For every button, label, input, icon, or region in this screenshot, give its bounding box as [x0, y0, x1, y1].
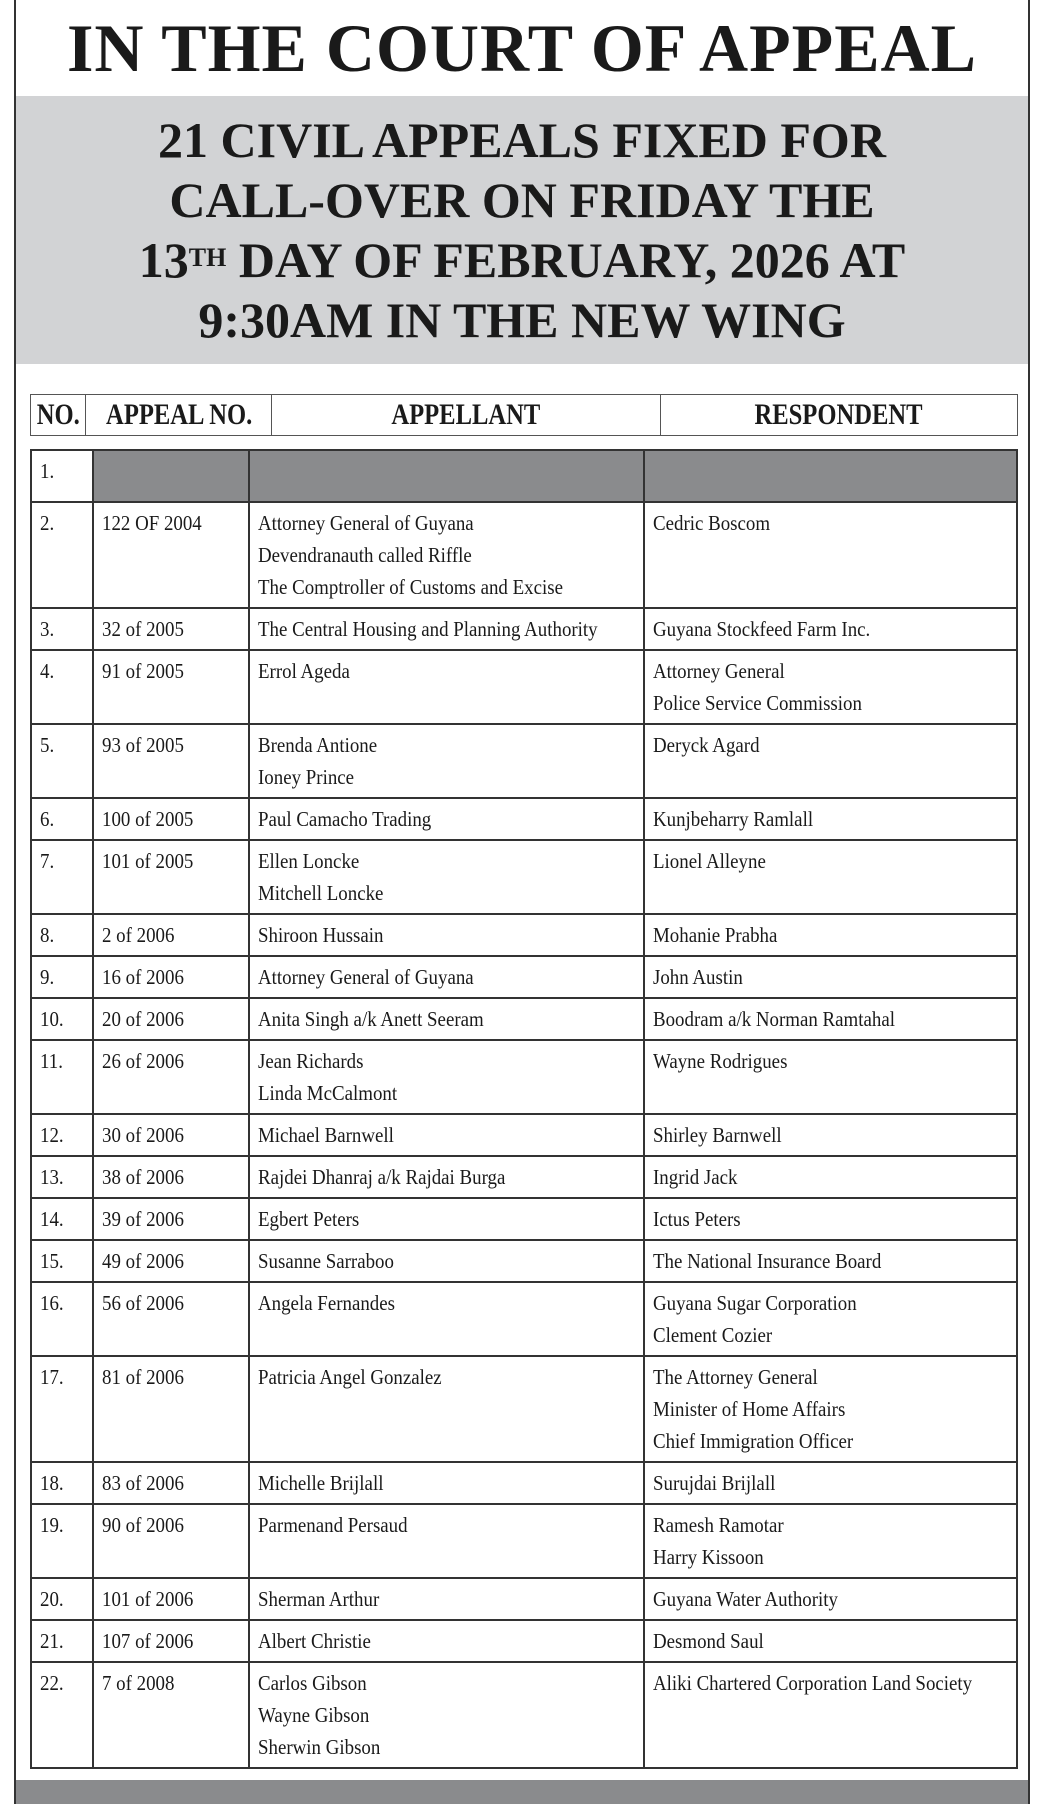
cell-no-text: 5. [40, 733, 55, 757]
banner-day-suffix: TH [188, 243, 227, 272]
cell-appellant [249, 450, 644, 502]
cell-appellant-line: Brenda Antione [258, 733, 378, 757]
cell-no [31, 798, 93, 840]
cell-respondent-line: Guyana Water Authority [653, 1587, 839, 1611]
cell-no [31, 840, 93, 914]
cell-no [31, 1504, 93, 1578]
cell-appeal-no-text: 101 of 2006 [102, 1587, 194, 1611]
cell-appeal-no [93, 1156, 249, 1198]
cell-appellant [249, 914, 644, 956]
cell-appellant-line: Albert Christie [258, 1629, 371, 1653]
cell-respondent [644, 1662, 1017, 1768]
cell-respondent-line: Deryck Agard [653, 733, 760, 757]
cell-respondent-line: Cedric Boscom [653, 511, 771, 535]
cell-appeal-no-text: 100 of 2005 [102, 807, 194, 831]
banner-date: DAY OF FEBRUARY, 2026 AT [226, 232, 906, 288]
cell-no [31, 1198, 93, 1240]
cell-respondent-line: The Attorney General [653, 1365, 819, 1389]
cell-appellant [249, 724, 644, 798]
cell-respondent-line: Shirley Barnwell [653, 1123, 782, 1147]
table-row [31, 1620, 1017, 1662]
cell-respondent-line: Guyana Stockfeed Farm Inc. [653, 617, 871, 641]
cell-appellant-line: Susanne Sarraboo [258, 1249, 394, 1273]
cell-respondent-line: Harry Kissoon [653, 1545, 765, 1569]
cell-appellant [249, 840, 644, 914]
table-row [31, 502, 1017, 608]
cell-respondent-line: Police Service Commission [653, 691, 863, 715]
cell-appellant-line: Michael Barnwell [258, 1123, 394, 1147]
cell-appellant-line: Attorney General of Guyana [258, 511, 474, 535]
cell-no-text: 20. [40, 1587, 64, 1611]
table-row [31, 998, 1017, 1040]
cell-no-text: 10. [40, 1007, 64, 1031]
table-row [31, 914, 1017, 956]
cell-respondent-line: Desmond Saul [653, 1629, 765, 1653]
cell-appeal-no-text: 101 of 2005 [102, 849, 194, 873]
cell-appellant-line: Jean Richards [258, 1049, 364, 1073]
cell-no [31, 1114, 93, 1156]
cell-appellant-line: Attorney General of Guyana [258, 965, 474, 989]
table-row [31, 1156, 1017, 1198]
table-row [31, 1356, 1017, 1462]
cell-appeal-no-text: 26 of 2006 [102, 1049, 185, 1073]
cell-appeal-no [93, 1198, 249, 1240]
cell-appellant [249, 608, 644, 650]
cell-no-text: 21. [40, 1629, 64, 1653]
cell-respondent-line: Clement Cozier [653, 1323, 773, 1347]
header-appeal-no: APPEAL NO. [86, 395, 272, 436]
cell-respondent-line: Surujdai Brijlall [653, 1471, 776, 1495]
cell-respondent-line: Ingrid Jack [653, 1165, 738, 1189]
cell-respondent-line: Chief Immigration Officer [653, 1429, 854, 1453]
cell-respondent-line: Mohanie Prabha [653, 923, 778, 947]
cell-appeal-no-text: 20 of 2006 [102, 1007, 185, 1031]
cell-appeal-no [93, 1462, 249, 1504]
cell-no-text: 16. [40, 1291, 64, 1315]
cell-no [31, 956, 93, 998]
cell-no [31, 1620, 93, 1662]
cell-no-text: 2. [40, 511, 55, 535]
cell-respondent [644, 914, 1017, 956]
cell-respondent-line: Aliki Chartered Corporation Land Society [653, 1671, 973, 1695]
cell-respondent [644, 1578, 1017, 1620]
cell-respondent-line: John Austin [653, 965, 744, 989]
cell-appellant [249, 1040, 644, 1114]
cell-appellant-line: Michelle Brijlall [258, 1471, 384, 1495]
cell-appellant-line: The Central Housing and Planning Authority [258, 617, 598, 641]
cell-respondent [644, 1240, 1017, 1282]
cell-respondent-line: Lionel Alleyne [653, 849, 767, 873]
table-row [31, 1504, 1017, 1578]
table-row [31, 1240, 1017, 1282]
cell-respondent [644, 1198, 1017, 1240]
cell-appellant-line: Mitchell Loncke [258, 881, 384, 905]
cell-appeal-no-text: 7 of 2008 [102, 1671, 175, 1695]
cell-appellant-line: Paul Camacho Trading [258, 807, 432, 831]
notice-page [14, 0, 1030, 1804]
cell-no-text: 11. [40, 1049, 63, 1073]
cell-appeal-no-text: 90 of 2006 [102, 1513, 185, 1537]
cell-respondent [644, 450, 1017, 502]
cell-appellant-line: Devendranauth called Riffle [258, 543, 472, 567]
cell-respondent [644, 1356, 1017, 1462]
cell-no [31, 998, 93, 1040]
cell-appellant-line: Carlos Gibson [258, 1671, 367, 1695]
cell-respondent [644, 650, 1017, 724]
cell-appeal-no-text: 30 of 2006 [102, 1123, 185, 1147]
cell-appeal-no [93, 1504, 249, 1578]
cell-appeal-no [93, 608, 249, 650]
cell-appeal-no-text: 49 of 2006 [102, 1249, 185, 1273]
banner-day: 13 [138, 232, 189, 288]
cell-appeal-no [93, 1282, 249, 1356]
cell-appeal-no-text: 32 of 2005 [102, 617, 185, 641]
banner-line-1: 21 CIVIL APPEALS FIXED FOR [158, 112, 886, 168]
cell-appellant-line: Ellen Loncke [258, 849, 360, 873]
notice-banner [16, 96, 1028, 364]
cell-appeal-no-text: 2 of 2006 [102, 923, 175, 947]
cell-respondent-line: Kunjbeharry Ramlall [653, 807, 814, 831]
cell-appeal-no [93, 1620, 249, 1662]
cell-appellant [249, 1198, 644, 1240]
cell-appeal-no [93, 502, 249, 608]
cell-appellant [249, 1156, 644, 1198]
cell-no-text: 8. [40, 923, 55, 947]
cell-no-text: 3. [40, 617, 55, 641]
cell-no-text: 12. [40, 1123, 64, 1147]
cell-appellant-line: Shiroon Hussain [258, 923, 384, 947]
cell-appellant-line: Sherwin Gibson [258, 1735, 381, 1759]
cell-appellant [249, 1356, 644, 1462]
table-row [31, 1198, 1017, 1240]
cell-respondent [644, 1504, 1017, 1578]
cell-appeal-no [93, 724, 249, 798]
cell-no [31, 1578, 93, 1620]
cell-respondent [644, 502, 1017, 608]
cell-no-text: 9. [40, 965, 55, 989]
cell-appellant [249, 502, 644, 608]
cell-no-text: 14. [40, 1207, 64, 1231]
cell-appeal-no [93, 1240, 249, 1282]
cell-respondent-line: Wayne Rodrigues [653, 1049, 788, 1073]
cell-appellant [249, 1240, 644, 1282]
table-row [31, 840, 1017, 914]
cell-appellant-line: Sherman Arthur [258, 1587, 380, 1611]
cell-respondent [644, 1156, 1017, 1198]
cell-appellant [249, 1282, 644, 1356]
cell-respondent [644, 1114, 1017, 1156]
cell-appellant [249, 1620, 644, 1662]
banner-line-2: CALL-OVER ON FRIDAY THE [169, 172, 875, 228]
cell-appellant-line: Rajdei Dhanraj a/k Rajdai Burga [258, 1165, 506, 1189]
cell-appellant-line: Linda McCalmont [258, 1081, 398, 1105]
cell-appeal-no-text: 122 OF 2004 [102, 511, 202, 535]
cell-respondent [644, 798, 1017, 840]
cell-no-text: 15. [40, 1249, 64, 1273]
cell-respondent-line: The National Insurance Board [653, 1249, 882, 1273]
header-no: NO. [31, 395, 86, 436]
cell-appellant-line: The Comptroller of Customs and Excise [258, 575, 564, 599]
table-row [31, 1662, 1017, 1768]
header-respondent: RESPONDENT [660, 395, 1017, 436]
cell-no [31, 608, 93, 650]
table-row [31, 1578, 1017, 1620]
cell-no [31, 1282, 93, 1356]
cell-respondent [644, 998, 1017, 1040]
cell-no-text: 4. [40, 659, 55, 683]
cell-appeal-no [93, 450, 249, 502]
cell-appellant-line: Anita Singh a/k Anett Seeram [258, 1007, 484, 1031]
cell-appeal-no [93, 914, 249, 956]
cell-no-text: 7. [40, 849, 55, 873]
table-row [31, 956, 1017, 998]
cell-appeal-no [93, 798, 249, 840]
cell-appellant [249, 1504, 644, 1578]
cell-no [31, 1040, 93, 1114]
cell-appeal-no [93, 1662, 249, 1768]
cell-respondent-line: Guyana Sugar Corporation [653, 1291, 858, 1315]
cell-appeal-no [93, 1356, 249, 1462]
cell-respondent [644, 1462, 1017, 1504]
cell-appellant [249, 1662, 644, 1768]
table-row [31, 1114, 1017, 1156]
cell-appellant-line: Patricia Angel Gonzalez [258, 1365, 442, 1389]
cell-no [31, 724, 93, 798]
cell-respondent [644, 724, 1017, 798]
cell-appellant [249, 1578, 644, 1620]
cell-appeal-no [93, 1040, 249, 1114]
banner-line-4: 9:30AM IN THE NEW WING [198, 292, 846, 348]
table-row [31, 1040, 1017, 1114]
cell-no [31, 1240, 93, 1282]
cell-appellant-line: Egbert Peters [258, 1207, 360, 1231]
cell-appellant [249, 650, 644, 724]
cell-no-text: 6. [40, 807, 55, 831]
cell-appellant [249, 798, 644, 840]
cell-respondent [644, 840, 1017, 914]
cell-appellant-line: Ioney Prince [258, 765, 355, 789]
table-row [31, 1462, 1017, 1504]
cell-respondent-line: Boodram a/k Norman Ramtahal [653, 1007, 896, 1031]
cell-appellant-line: Wayne Gibson [258, 1703, 370, 1727]
table-row [31, 650, 1017, 724]
cell-no [31, 1156, 93, 1198]
cell-no-text: 19. [40, 1513, 64, 1537]
banner-line-3 [139, 230, 905, 290]
cell-appeal-no [93, 840, 249, 914]
cell-respondent-line: Minister of Home Affairs [653, 1397, 846, 1421]
cell-respondent [644, 1040, 1017, 1114]
cell-no-text: 22. [40, 1671, 64, 1695]
cell-respondent-line: Attorney General [653, 659, 786, 683]
cell-no-text: 1. [40, 459, 55, 483]
cell-no [31, 450, 93, 502]
cell-respondent [644, 956, 1017, 998]
cell-no-text: 18. [40, 1471, 64, 1495]
footer-bar [16, 1780, 1028, 1804]
cell-respondent-line: Ramesh Ramotar [653, 1513, 785, 1537]
cell-appeal-no [93, 1578, 249, 1620]
cell-appellant-line: Parmenand Persaud [258, 1513, 408, 1537]
cell-appellant-line: Errol Ageda [258, 659, 350, 683]
cell-appeal-no [93, 998, 249, 1040]
cell-respondent [644, 1282, 1017, 1356]
cell-appellant [249, 1462, 644, 1504]
page-title: IN THE COURT OF APPEAL [66, 10, 978, 86]
cell-no [31, 1462, 93, 1504]
cell-appeal-no-text: 16 of 2006 [102, 965, 185, 989]
cell-appellant-line: Angela Fernandes [258, 1291, 395, 1315]
cell-appeal-no-text: 93 of 2005 [102, 733, 185, 757]
appeals-table [30, 449, 1018, 1769]
cell-no-text: 13. [40, 1165, 64, 1189]
cell-no [31, 1356, 93, 1462]
cell-no-text: 17. [40, 1365, 64, 1389]
table-row [31, 608, 1017, 650]
table-header [30, 394, 1018, 436]
cell-appeal-no [93, 1114, 249, 1156]
cell-appeal-no [93, 650, 249, 724]
cell-appeal-no-text: 107 of 2006 [102, 1629, 194, 1653]
cell-no [31, 914, 93, 956]
cell-appeal-no [93, 956, 249, 998]
cell-appellant [249, 956, 644, 998]
cell-appeal-no-text: 39 of 2006 [102, 1207, 185, 1231]
cell-respondent-line: Ictus Peters [653, 1207, 742, 1231]
cell-appellant [249, 998, 644, 1040]
header-appellant: APPELLANT [272, 395, 660, 436]
cell-respondent [644, 608, 1017, 650]
cell-no [31, 502, 93, 608]
cell-appeal-no-text: 81 of 2006 [102, 1365, 185, 1389]
table-row [31, 724, 1017, 798]
cell-no [31, 1662, 93, 1768]
cell-appellant [249, 1114, 644, 1156]
cell-respondent [644, 1620, 1017, 1662]
table-row [31, 450, 1017, 502]
table-row [31, 798, 1017, 840]
cell-no [31, 650, 93, 724]
cell-appeal-no-text: 83 of 2006 [102, 1471, 185, 1495]
cell-appeal-no-text: 56 of 2006 [102, 1291, 185, 1315]
cell-appeal-no-text: 38 of 2006 [102, 1165, 185, 1189]
cell-appeal-no-text: 91 of 2005 [102, 659, 185, 683]
table-row [31, 1282, 1017, 1356]
